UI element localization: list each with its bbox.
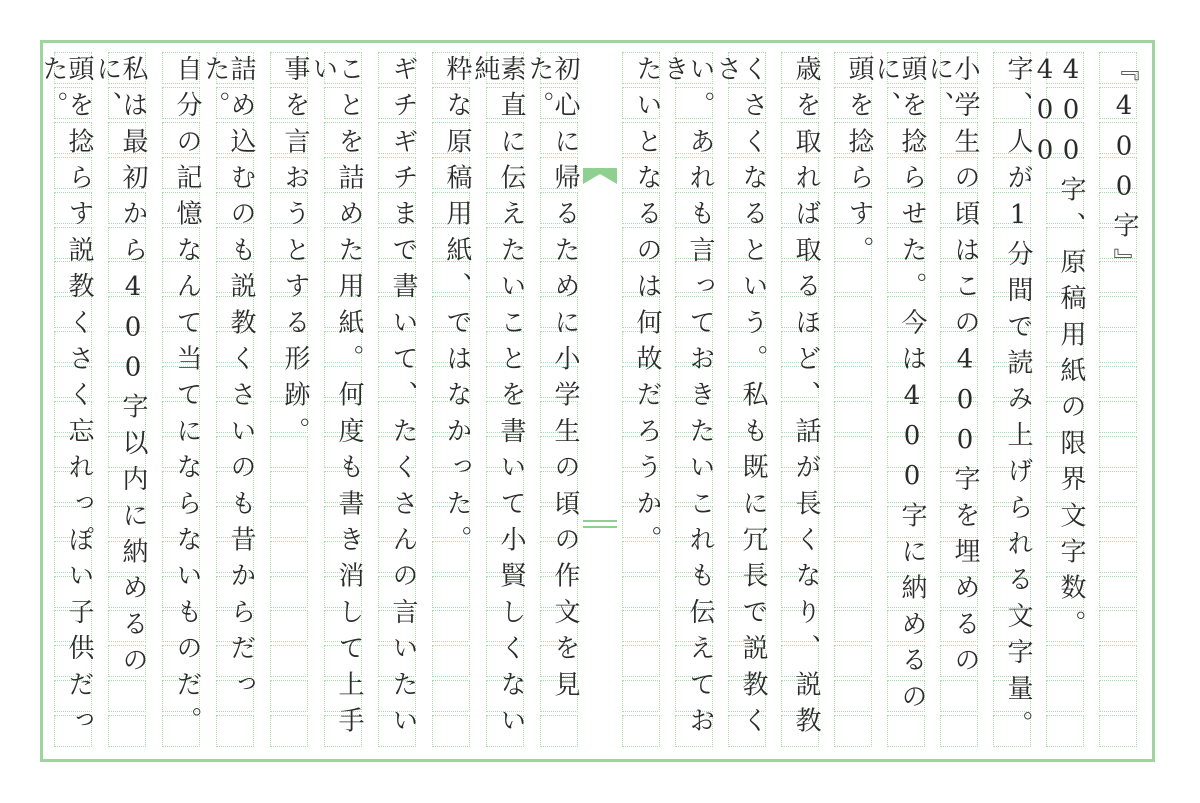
column-text: 事を言おうとする形跡。: [280, 55, 310, 454]
column-3: [993, 52, 1031, 750]
column-text: 素直に伝えたいことを書いて小賢しくない純: [470, 55, 526, 743]
column-12: [470, 52, 526, 750]
column-10: [622, 52, 660, 750]
column-13: [432, 52, 470, 750]
column-text: たいとなるのは何故だろうか。: [632, 55, 662, 562]
column-text: 私は最初から400字以内に納めるのに、: [92, 55, 148, 683]
column-20: [38, 52, 94, 750]
column-text: 詰め込むのも説教くさいのも昔からだった。: [200, 55, 256, 707]
column-15: [308, 52, 364, 750]
column-text: 歳を取れば取るほど、話が長くなり、説教: [791, 55, 821, 743]
column-text: 小学生の頃はこの400字を埋めるのに、: [924, 55, 980, 683]
column-text: 粋な原稿用紙、ではなかった。: [442, 55, 472, 562]
column-5: [871, 52, 927, 750]
column-6: [834, 52, 872, 750]
column-17: [200, 52, 256, 750]
column-text: くさくなるという。私も既に冗長で説教くさ: [712, 55, 768, 743]
column-text: 初心に帰るために小学生の頃の作文を見た。: [524, 55, 580, 707]
column-text: 自分の記憶なんて当てにならないものだ。: [172, 55, 202, 743]
column-1: [1099, 52, 1137, 750]
column-9: [659, 52, 715, 750]
column-text: 字、人が1分間で読み上げられる文字量。: [1003, 55, 1033, 747]
column-8: [712, 52, 768, 750]
column-19: [92, 52, 148, 750]
column-7: [781, 52, 819, 750]
column-16: [270, 52, 308, 750]
column-text: 頭を捻らす。: [844, 55, 874, 273]
column-text: ギチギチまで書いて、たくさんの言いたい: [388, 55, 418, 743]
column-text: 頭を捻らす説教くさく忘れっぽい子供だった。: [38, 55, 94, 743]
column-4: [924, 52, 980, 750]
column-2: [1030, 52, 1086, 750]
fold-line-bottom-2: [583, 526, 617, 528]
column-14: [378, 52, 416, 750]
column-text: い。あれも言っておきたいこれも伝えておき: [659, 55, 715, 743]
column-text: 400字、原稿用紙の限界文字数。400: [1030, 55, 1086, 647]
fold-line-bottom: [583, 520, 617, 522]
center-fold: [583, 40, 617, 762]
column-text: ことを詰めた用紙。何度も書き消して上手い: [308, 55, 364, 743]
column-text: 『400字』: [1109, 55, 1139, 285]
column-18: [162, 52, 200, 750]
column-text: 頭を捻らせた。今は400字に納めるのに、: [871, 55, 927, 719]
column-11: [524, 52, 580, 750]
fold-marker-icon: [583, 170, 617, 184]
